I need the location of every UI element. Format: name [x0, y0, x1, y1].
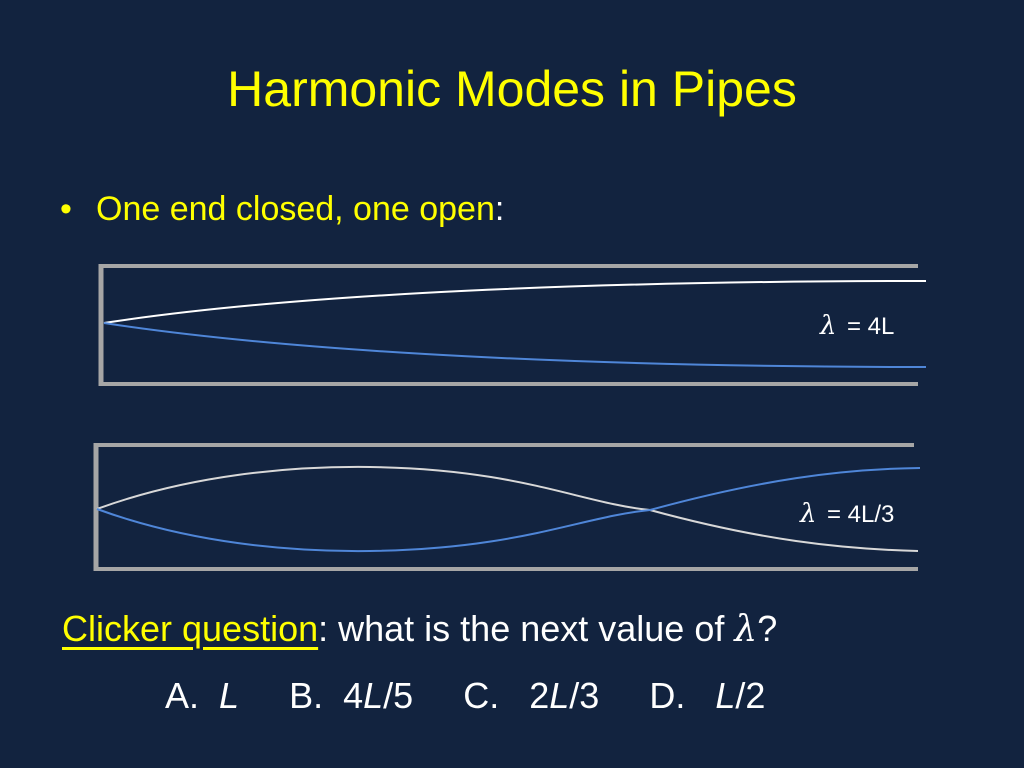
bullet-dot: •: [60, 190, 72, 228]
choice-d-var: L: [715, 675, 736, 716]
choice-b-post: /5: [383, 675, 414, 716]
pipe-2: [95, 443, 920, 571]
choice-c-letter: C.: [463, 675, 500, 716]
choice-c-var: L: [549, 675, 570, 716]
answer-choices: [165, 675, 805, 717]
pipe-2-lambda-symbol: λ: [800, 499, 817, 529]
pipe-1-lambda-symbol: λ: [820, 311, 837, 341]
choice-d-letter: D.: [649, 675, 686, 716]
bullet-text: One end closed, one open: [96, 190, 495, 228]
choice-b-letter: B.: [289, 675, 324, 716]
choice-b-var: L: [363, 675, 384, 716]
choice-a-var: L: [219, 675, 240, 716]
choice-b: [289, 675, 413, 717]
pipe-1-wave-white: [104, 281, 926, 323]
choice-c-post: /3: [569, 675, 600, 716]
pipe-1: [100, 264, 926, 386]
choice-b-pre: 4: [343, 675, 364, 716]
question-mark: ?: [757, 608, 778, 649]
pipe-2-label: = 4L/3: [827, 501, 895, 528]
question-lambda-symbol: λ: [734, 609, 758, 650]
clicker-question: [62, 608, 777, 650]
pipe-1-wave-blue: [104, 323, 926, 367]
slide-title: Harmonic Modes in Pipes: [227, 61, 797, 117]
choice-c-pre: 2: [529, 675, 550, 716]
pipe-1-label: = 4L: [847, 313, 895, 340]
choice-a: [165, 675, 239, 717]
clicker-question-label: Clicker question: [62, 608, 319, 649]
bullet-colon: :: [494, 190, 505, 228]
choice-d: [649, 675, 765, 717]
choice-a-letter: A.: [165, 675, 200, 716]
question-prompt: : what is the next value of: [318, 608, 735, 649]
choice-c: [463, 675, 599, 717]
choice-d-post: /2: [735, 675, 766, 716]
